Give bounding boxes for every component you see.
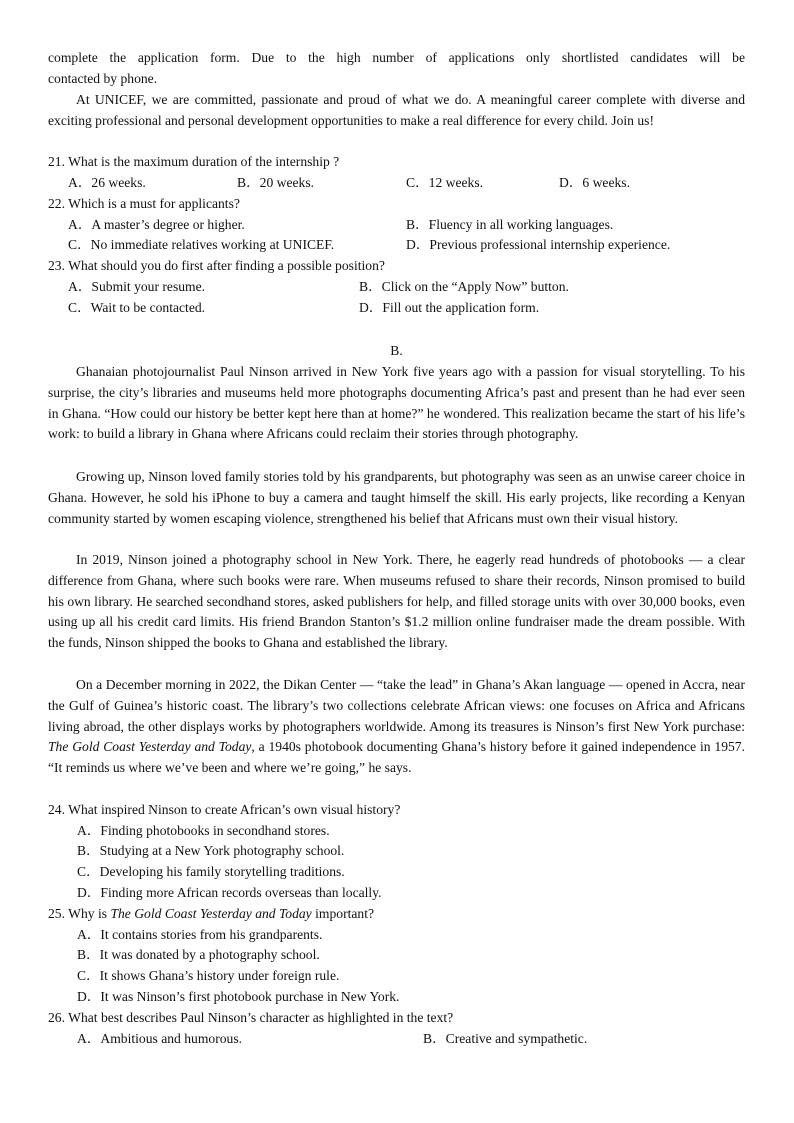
question-21: 21. What is the maximum duration of the internship ? <box>48 154 340 169</box>
q22-option-d[interactable]: D．Previous professional internship experience. <box>406 237 671 252</box>
q23-option-d[interactable]: D．Fill out the application form. <box>359 300 540 315</box>
q25-option-d[interactable]: D．It was Ninson’s first photobook purchase in New York. <box>77 989 400 1004</box>
q24-option-a[interactable]: A．Finding photobooks in secondhand stores. <box>77 823 330 838</box>
q24-option-b[interactable]: B．Studying at a New York photography school. <box>77 843 345 858</box>
q25-text-after: important? <box>311 906 375 921</box>
q25-text-before: 25. Why is <box>48 906 111 921</box>
question-26: 26. What best describes Paul Ninson’s character as highlighted in the text? <box>48 1010 454 1025</box>
q25-option-a[interactable]: A．It contains stories from his grandparents. <box>77 927 323 942</box>
passage-a-paragraph: At UNICEF, we are committed, passionate and proud of what we do. A meaningful career complete with diverse and exciting professional and personal development opportunities to make a real difference for every child. Join us! <box>48 92 745 128</box>
q24-option-d[interactable]: D．Finding more African records overseas than locally. <box>77 885 382 900</box>
q22-option-c[interactable]: C．No immediate relatives working at UNICEF. <box>68 237 335 252</box>
q23-option-a[interactable]: A．Submit your resume. <box>68 279 206 294</box>
question-23: 23. What should you do first after finding a possible position? <box>48 258 385 273</box>
question-22: 22. Which is a must for applicants? <box>48 196 240 211</box>
book-title: The Gold Coast Yesterday and Today <box>48 739 252 755</box>
passage-b-paragraph-1: Ghanaian photojournalist Paul Ninson arrived in New York five years ago with a passion for visual storytelling. To his surprise, the city’s libraries and museums held more photographs documenting Africa’s past and present than he had ever seen in Ghana. “How could our history be better kept here than at home?” he wondered. This realization became the start of his life’s work: to build a library in Ghana where Africans could reclaim their stories through photography. <box>48 364 745 442</box>
q26-option-b[interactable]: B．Creative and sympathetic. <box>423 1031 588 1046</box>
question-25 <box>48 904 374 924</box>
passage-b-paragraph-3: In 2019, Ninson joined a photography school in New York. There, he eagerly read hundreds of photobooks — a clear difference from Ghana, where such books were rare. When museums refused to share their records, Ninson promised to build his own library. He searched secondhand stores, asked publishers for help, and filled storage units with over 30,000 books, even using up all his credit card limits. His friend Brandon Stanton’s $1.2 million online fundraiser made the dream possible. With the funds, Ninson shipped the books to Ghana and established the library. <box>48 552 745 651</box>
passage-a-line: contacted by phone. <box>48 71 158 86</box>
p4-text-after: , a 1940s photobook documenting Ghana’s history before it gained independence in 1957. “It reminds us where we’ve been and where we’re going,” he says. <box>48 739 745 776</box>
q22-option-a[interactable]: A．A master’s degree or higher. <box>68 217 245 232</box>
q25-option-c[interactable]: C．It shows Ghana’s history under foreign rule. <box>77 968 340 983</box>
section-b-heading: B. <box>390 343 403 358</box>
q23-option-b[interactable]: B．Click on the “Apply Now” button. <box>359 279 569 294</box>
p4-text-before: On a December morning in 2022, the Dikan Center — “take the lead” in Ghana’s Akan language — opened in Accra, near the Gulf of Guinea’s historic coast. The library’s two collections celebrate African views: one focuses on Africa and Africans living abroad, the other displays works by photographers worldwide. Among its treasures is Ninson’s first New York purchase: <box>48 677 745 734</box>
question-24: 24. What inspired Ninson to create African’s own visual history? <box>48 802 401 817</box>
q24-option-c[interactable]: C．Developing his family storytelling traditions. <box>77 864 345 879</box>
passage-a-line: complete the application form. Due to the high number of applications only shortlisted candidates will be <box>48 50 745 65</box>
q22-option-b[interactable]: B．Fluency in all working languages. <box>406 217 614 232</box>
q25-book-title: The Gold Coast Yesterday and Today <box>110 906 312 921</box>
passage-b-paragraph-4 <box>48 675 745 779</box>
q26-option-a[interactable]: A．Ambitious and humorous. <box>77 1031 243 1046</box>
q21-option-a[interactable]: A．26 weeks. <box>68 175 146 190</box>
q25-option-b[interactable]: B．It was donated by a photography school. <box>77 947 320 962</box>
q21-option-c[interactable]: C．12 weeks. <box>406 175 484 190</box>
q23-option-c[interactable]: C．Wait to be contacted. <box>68 300 206 315</box>
q21-option-d[interactable]: D．6 weeks. <box>559 175 630 190</box>
q21-option-b[interactable]: B．20 weeks. <box>237 175 315 190</box>
passage-b-paragraph-2: Growing up, Ninson loved family stories told by his grandparents, but photography was seen as an unwise career choice in Ghana. However, he sold his iPhone to buy a camera and taught himself the skill. His early projects, like recording a Kenyan community started by women escaping violence, strengthened his belief that Africans must own their visual history. <box>48 469 745 526</box>
